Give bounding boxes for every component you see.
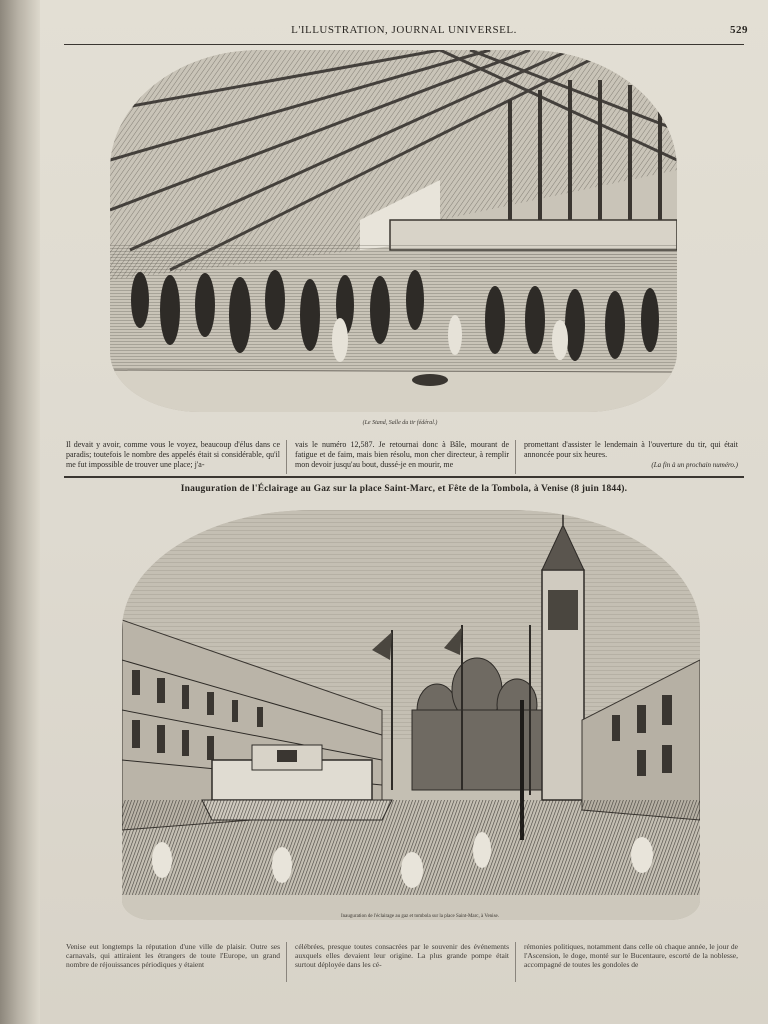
header-rule [64, 44, 744, 45]
article-headline: Inauguration de l'Éclairage au Gaz sur la place Saint-Marc, et Fête de la Tombola, à Venise (8 juin 1844). [180, 484, 628, 494]
section-rule [64, 476, 744, 478]
running-title: L'ILLUSTRATION, JOURNAL UNIVERSEL. [291, 24, 517, 36]
text-column [524, 440, 744, 474]
text-column-body: promettant d'assister le lendemain à l'ouverture du tir, qui était annoncée pour six heures. [524, 440, 738, 459]
saint-marc-engraving [122, 510, 700, 920]
continued-note: (La fin à un prochain numéro.) [651, 461, 738, 469]
stand-engraving [110, 50, 677, 412]
top-text-columns [66, 440, 744, 474]
text-column: vais le numéro 12,587. Je retournai donc à Bâle, mourant de fatigue et de faim, mais bien résolu, mon cher directeur, à remplir mon devoir jusqu'au bout, dussé-je en mourir, me [295, 440, 516, 474]
stand-caption: (Le Stand, Salle du tir fédéral.) [362, 420, 438, 426]
running-head [60, 24, 748, 44]
book-gutter [0, 0, 40, 1024]
text-column: célébrées, presque toutes consacrées par le souvenir des événements auxquels elles devaient leur origine. La plus grande pompe était surtout déployée dans les cé- [295, 942, 516, 982]
saint-marc-caption: Inauguration de l'éclairage au gaz et tombola sur la place Saint-Marc, à Venise. [341, 914, 499, 919]
bottom-text-columns [66, 942, 744, 982]
newspaper-page [40, 0, 768, 1024]
text-column: Venise eut longtemps la réputation d'une ville de plaisir. Outre ses carnavals, qui attiraient les étrangers de toute l'Europe, un grand nombre de réjouissances périodiques y étaient [66, 942, 287, 982]
page-number: 529 [730, 24, 748, 36]
text-column: Il devait y avoir, comme vous le voyez, beaucoup d'élus dans ce paradis; toutefois le nombre des appelés était si considérable, qu'il me fut impossible de trouver une place; j'a- [66, 440, 287, 474]
text-column: rémonies politiques, notamment dans celle où chaque année, le jour de l'Ascension, le doge, monté sur le Bucentaure, escorté de la noblesse, accompagné de toutes les gondoles de [524, 942, 738, 969]
